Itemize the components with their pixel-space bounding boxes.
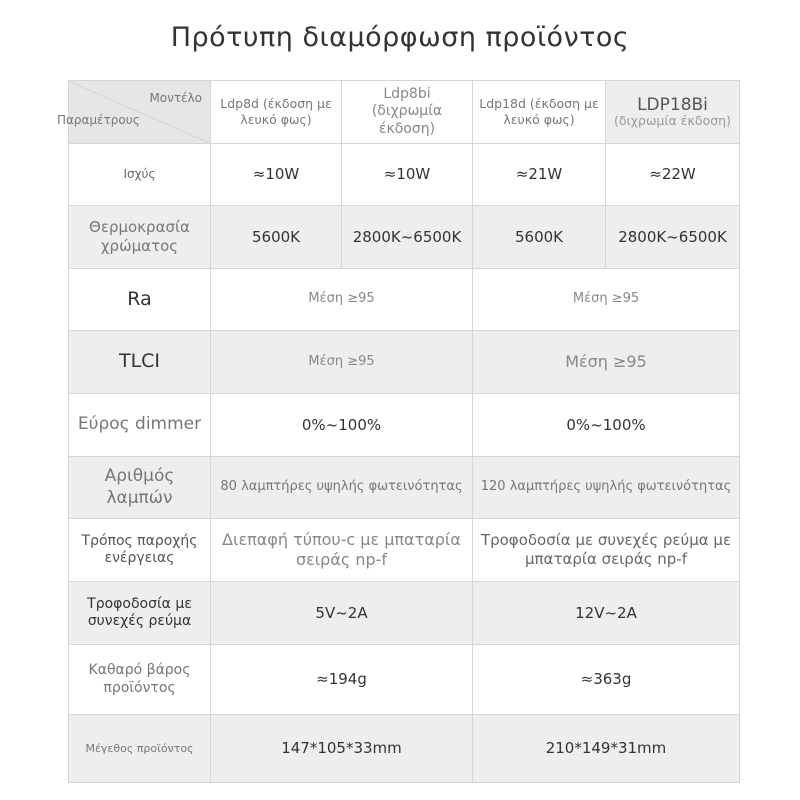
row-label: Θερμοκρασία χρώματος — [69, 206, 211, 269]
spec-table — [57, 80, 740, 783]
row-weight — [69, 645, 740, 715]
model-header-ldp18bi — [606, 81, 740, 144]
cell-value: Διεπαφή τύπου-c με μπαταρία σειράς np-f — [211, 519, 473, 582]
row-color-temp — [69, 206, 740, 269]
row-label: Μέγεθος προϊόντος — [69, 715, 211, 783]
cell-value: 80 λαμπτήρες υψηλής φωτεινότητας — [211, 457, 473, 519]
model-header-ldp18bi-sub: (διχρωμία έκδοση) — [614, 113, 731, 129]
cell-value: Τροφοδοσία με συνεχές ρεύμα με μπαταρία σειράς np-f — [473, 519, 740, 582]
cell-value: 0%~100% — [473, 394, 740, 457]
row-label: TLCI — [69, 331, 211, 394]
row-tlci — [69, 331, 740, 394]
cell-value: 0%~100% — [211, 394, 473, 457]
cell-value: 5V~2A — [211, 582, 473, 645]
row-label: Τροφοδοσία με συνεχές ρεύμα — [69, 582, 211, 645]
cell-value: ≈363g — [473, 645, 740, 715]
cell-value: 2800K~6500K — [606, 206, 740, 269]
row-label: Ισχύς — [69, 144, 211, 206]
cell-value: 2800K~6500K — [342, 206, 473, 269]
cell-value: Μέση ≥95 — [473, 331, 740, 394]
row-label: Καθαρό βάρος προϊόντος — [69, 645, 211, 715]
row-size — [69, 715, 740, 783]
row-dimmer — [69, 394, 740, 457]
corner-parameters-label: Παραμέτρους — [57, 113, 140, 127]
cell-value: 5600K — [473, 206, 606, 269]
row-power-supply — [69, 519, 740, 582]
cell-value: Μέση ≥95 — [473, 269, 740, 331]
cell-value: ≈10W — [211, 144, 342, 206]
row-label: Εύρος dimmer — [69, 394, 211, 457]
corner-cell — [57, 81, 211, 144]
model-header-ldp18bi-name: LDP18Bi — [637, 95, 708, 116]
page-title: Πρότυπη διαμόρφωση προϊόντος — [170, 22, 630, 53]
cell-value: 5600K — [211, 206, 342, 269]
header-row — [69, 81, 740, 144]
cell-value: ≈22W — [606, 144, 740, 206]
cell-value: Μέση ≥95 — [211, 269, 473, 331]
corner-model-label: Μοντέλο — [149, 91, 202, 105]
row-label: Ra — [69, 269, 211, 331]
row-label: Τρόπος παροχής ενέργειας — [69, 519, 211, 582]
row-power — [69, 144, 740, 206]
cell-value: ≈10W — [342, 144, 473, 206]
cell-value: ≈194g — [211, 645, 473, 715]
row-dc-supply — [69, 582, 740, 645]
cell-value: 12V~2A — [473, 582, 740, 645]
cell-value: 210*149*31mm — [473, 715, 740, 783]
cell-value: ≈21W — [473, 144, 606, 206]
cell-value: 120 λαμπτήρες υψηλής φωτεινότητας — [473, 457, 740, 519]
model-header-ldp8bi: Ldp8bi (διχρωμία έκδοση) — [342, 81, 473, 144]
row-ra — [69, 269, 740, 331]
cell-value: 147*105*33mm — [211, 715, 473, 783]
model-header-ldp8d: Ldp8d (έκδοση με λευκό φως) — [211, 81, 342, 144]
row-label: Αριθμός λαμπών — [69, 457, 211, 519]
row-lamps — [69, 457, 740, 519]
cell-value: Μέση ≥95 — [211, 331, 473, 394]
model-header-ldp18d: Ldp18d (έκδοση με λευκό φως) — [473, 81, 606, 144]
